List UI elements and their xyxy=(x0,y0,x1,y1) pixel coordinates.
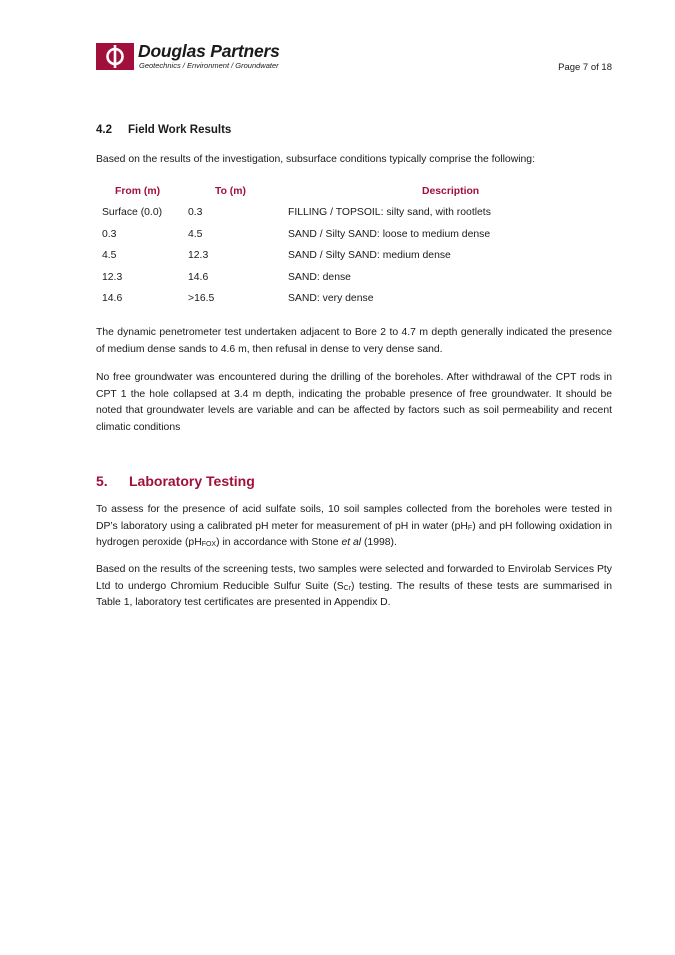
section-title: Field Work Results xyxy=(128,124,232,136)
cell-description: SAND / Silty SAND: loose to medium dense xyxy=(288,228,491,240)
section-heading-5 xyxy=(96,470,255,492)
subscript: Cr xyxy=(343,584,352,592)
italic-text: et al xyxy=(341,537,362,549)
brand-name: Douglas Partners xyxy=(138,41,280,61)
cell-description: SAND / Silty SAND: medium dense xyxy=(288,250,451,262)
cell-to: 12.3 xyxy=(188,250,209,262)
intro-paragraph: Based on the results of the investigation, subsurface conditions typically comprise the following: xyxy=(96,154,535,165)
text-run: ) and pH following oxidation in hydrogen peroxide (pH xyxy=(96,520,613,549)
brand-tagline: Geotechnics / Environment / Groundwater xyxy=(139,61,279,70)
cell-description: SAND: dense xyxy=(288,271,351,283)
table-row xyxy=(102,248,612,269)
text-run: ) in accordance with Stone xyxy=(216,537,342,549)
table-row xyxy=(102,291,612,312)
cell-from: Surface (0.0) xyxy=(102,207,163,219)
section-heading-4-2 xyxy=(96,121,231,139)
table-row xyxy=(102,227,612,248)
cell-to: 0.3 xyxy=(188,207,203,219)
dcp-paragraph: The dynamic penetrometer test undertaken adjacent to Bore 2 to 4.7 m depth generally indicated the presence of medium dense sands to 4.6 m, then refusal in dense to very dense sand. xyxy=(96,327,612,355)
text-run: Based on the results of the screening tests, two samples were selected and forwarded to Envirolab Services Pty Ltd to undergo Chromium Reducible Sulfur Suite (S xyxy=(96,564,612,592)
text-run: To assess for the presence of acid sulfate soils, 10 soil samples collected from the boreholes were tested in DP’s laboratory using a calibrated pH meter for measurement of pH in water (pH xyxy=(96,504,612,532)
cell-from: 14.6 xyxy=(102,292,123,304)
subscript: F xyxy=(467,524,473,532)
section-title: Laboratory Testing xyxy=(129,473,255,489)
page-header xyxy=(96,40,612,76)
lab-testing-paragraph-1 xyxy=(96,502,612,552)
cell-from: 0.3 xyxy=(102,228,117,240)
table-row xyxy=(102,205,612,226)
text-run: ) testing. The results of these tests are summarised in Table 1, laboratory test certificates are presented in Appendix D. xyxy=(96,580,612,609)
header-description: Description xyxy=(422,186,480,197)
header-from: From (m) xyxy=(115,186,161,197)
groundwater-paragraph: No free groundwater was encountered during the drilling of the boreholes. After withdrawal of the CPT rods in CPT 1 the hole collapsed at 3.4 m depth, indicating the probable presence of free groundwater. It should be noted that groundwater levels are variable and can be affected by factors such as soil permeability and recent climatic conditions xyxy=(96,372,612,433)
page-number: Page 7 of 18 xyxy=(558,62,612,73)
cell-to: >16.5 xyxy=(188,292,215,304)
section-number: 4.2 xyxy=(96,124,112,136)
cell-to: 4.5 xyxy=(188,228,203,240)
subscript: FOX xyxy=(201,541,217,549)
cell-to: 14.6 xyxy=(188,271,209,283)
cell-description: FILLING / TOPSOIL: silty sand, with rootlets xyxy=(288,207,491,219)
cell-from: 4.5 xyxy=(102,250,117,262)
lab-testing-paragraph-2 xyxy=(96,562,612,612)
table-header-row xyxy=(102,184,612,205)
cell-from: 12.3 xyxy=(102,271,123,283)
text-run: (1998). xyxy=(361,537,397,549)
subsurface-table xyxy=(102,184,612,312)
douglas-partners-logo-icon xyxy=(96,43,134,70)
header-to: To (m) xyxy=(215,186,246,197)
section-number: 5. xyxy=(96,473,108,489)
table-row xyxy=(102,270,612,291)
cell-description: SAND: very dense xyxy=(288,292,374,304)
